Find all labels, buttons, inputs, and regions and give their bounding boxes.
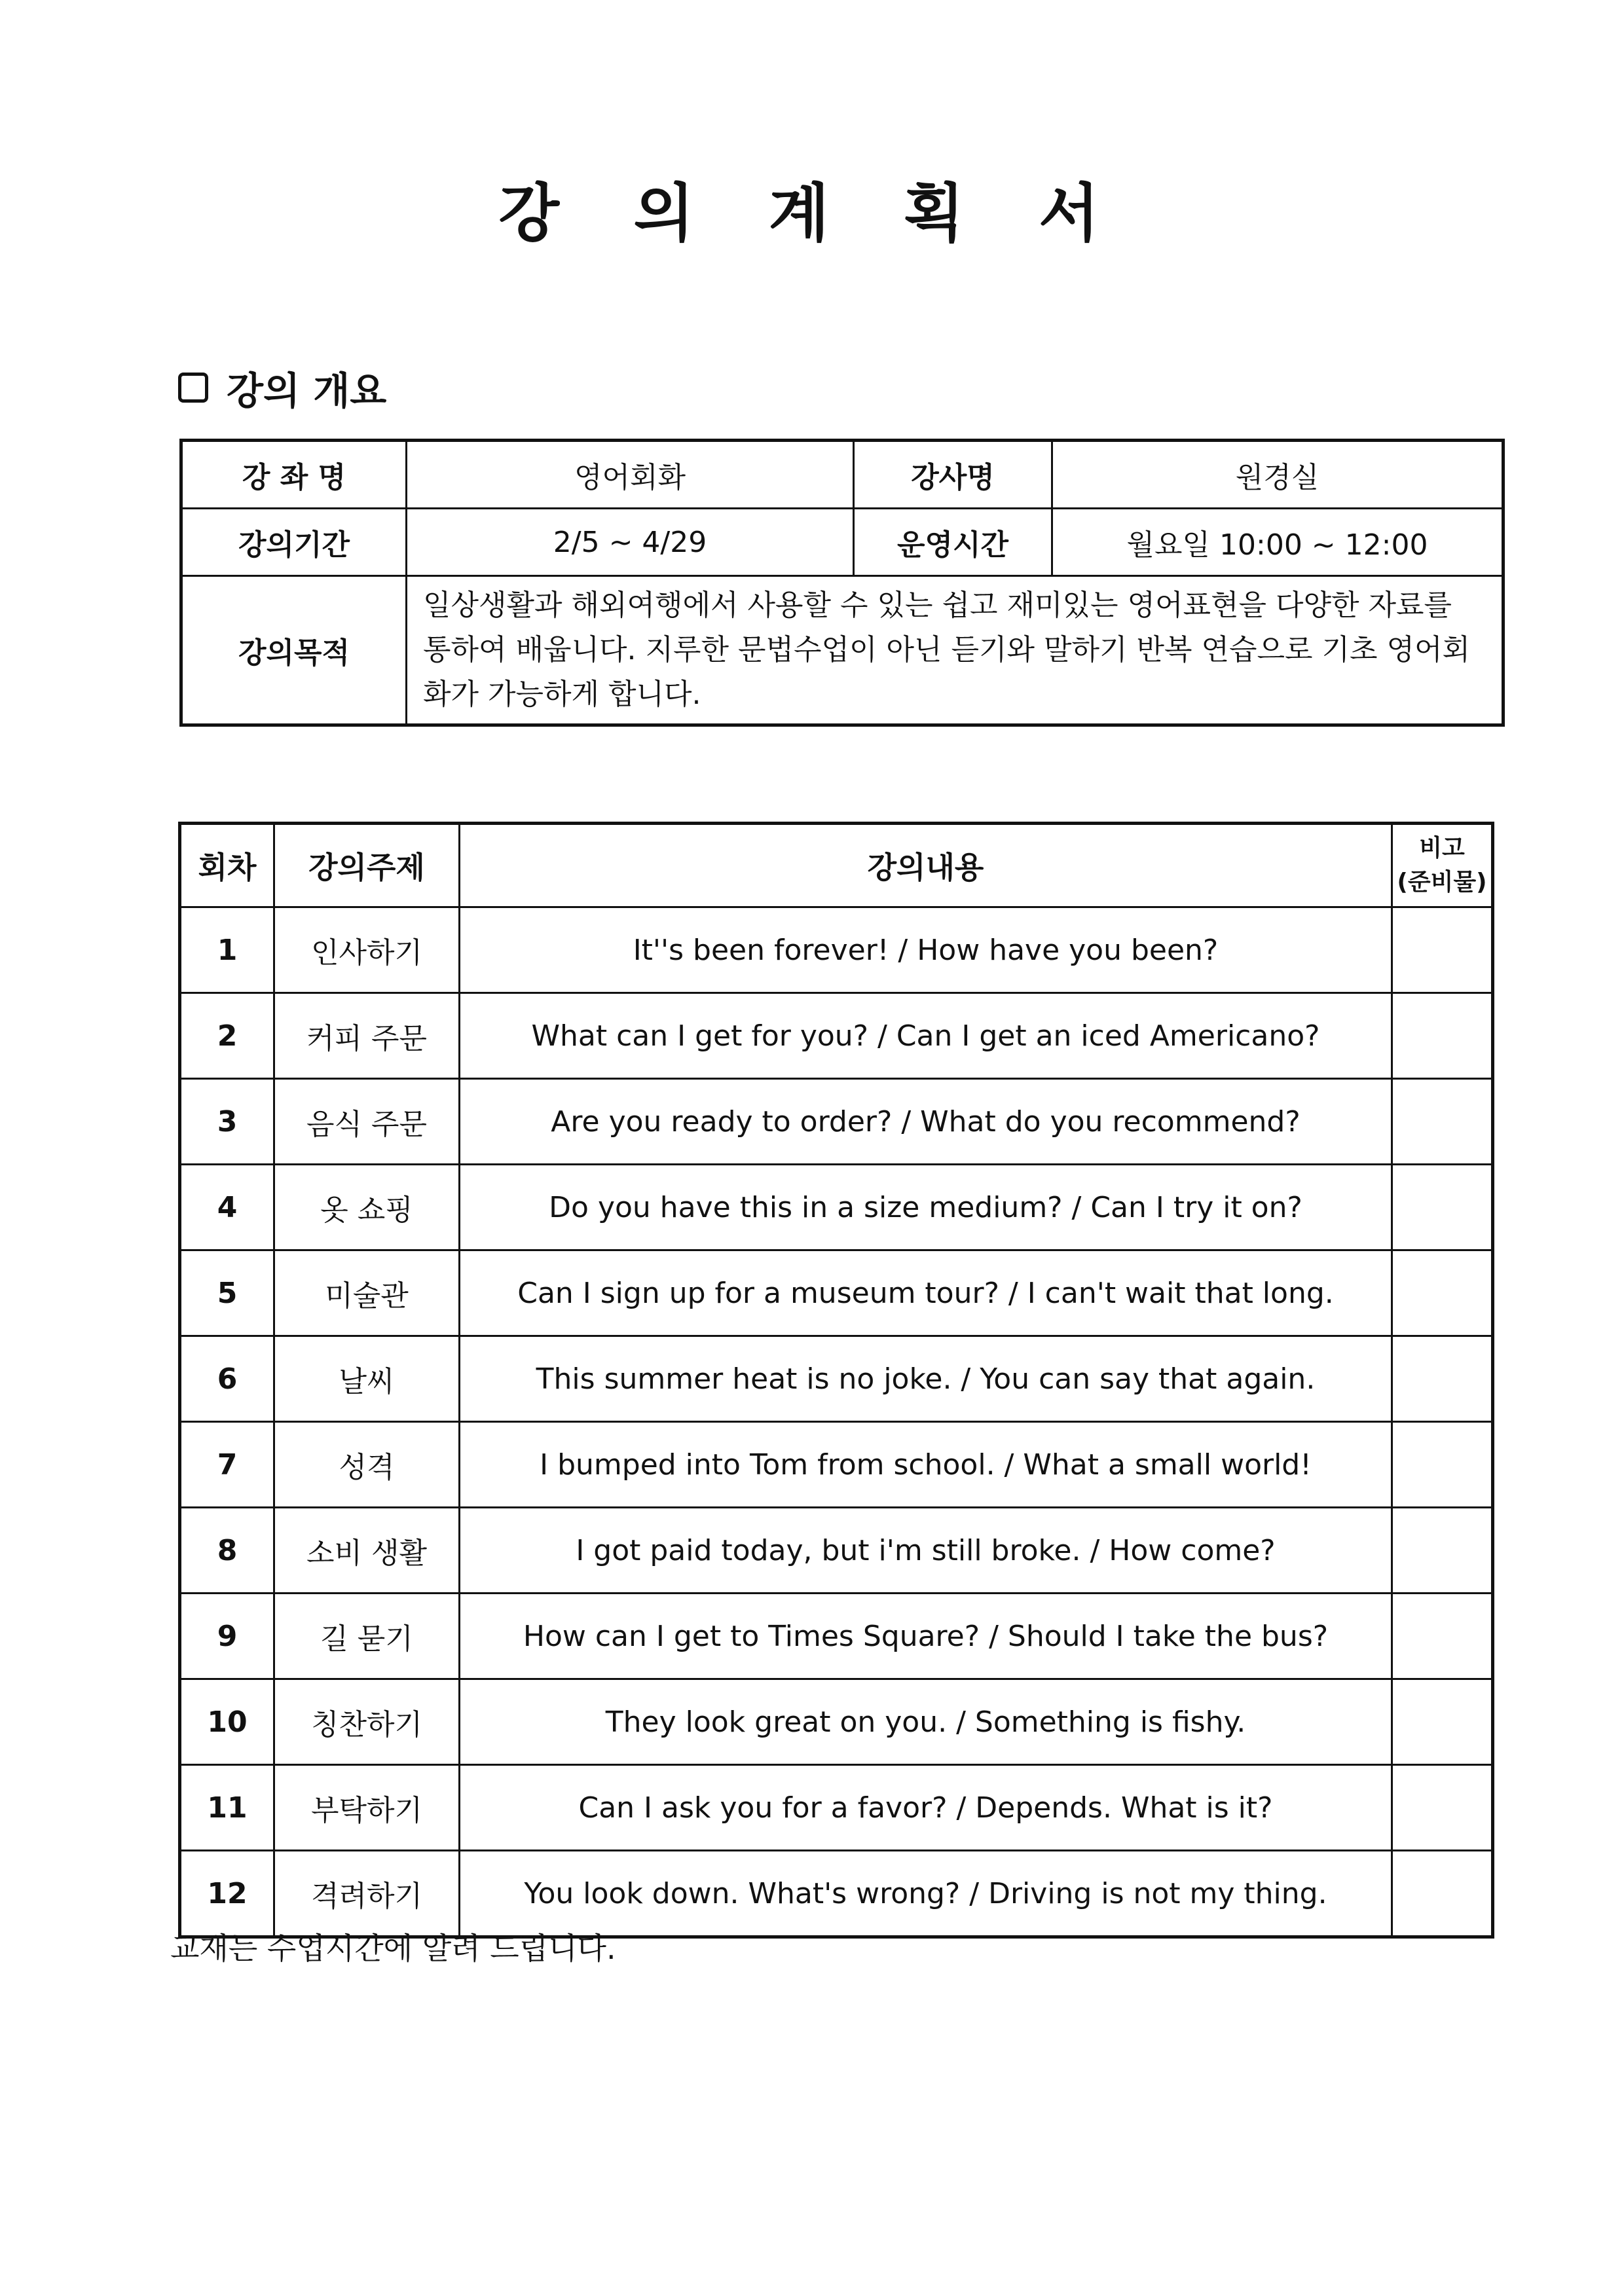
note-cell: [1392, 1679, 1493, 1765]
content-cell: It''s been forever! / How have you been?: [460, 907, 1392, 993]
content-cell: I got paid today, but i'm still broke. / How come?: [460, 1508, 1392, 1594]
session-number: 12: [180, 1851, 274, 1937]
topic-cell: 커피 주문: [274, 993, 460, 1079]
table-row: [180, 1165, 1493, 1250]
content-cell: Are you ready to order? / What do you recommend?: [460, 1079, 1392, 1165]
note-cell: [1392, 1765, 1493, 1851]
note-cell: [1392, 1336, 1493, 1422]
note-cell: [1392, 907, 1493, 993]
topic-header: 강의주제: [274, 824, 460, 907]
session-number: 8: [180, 1508, 274, 1594]
note-cell: [1392, 993, 1493, 1079]
course-label: 강 좌 명: [181, 441, 407, 509]
session-number: 1: [180, 907, 274, 993]
table-row: [180, 1422, 1493, 1508]
content-header: 강의내용: [460, 824, 1392, 907]
topic-cell: 칭찬하기: [274, 1679, 460, 1765]
topic-cell: 미술관: [274, 1250, 460, 1336]
schedule-header-row: [180, 824, 1493, 907]
period-value: 2/5 ~ 4/29: [407, 509, 854, 576]
session-number: 10: [180, 1679, 274, 1765]
content-cell: They look great on you. / Something is fishy.: [460, 1679, 1392, 1765]
content-cell: Can I sign up for a museum tour? / I can't wait that long.: [460, 1250, 1392, 1336]
course-value: 영어회화: [407, 441, 854, 509]
table-row: [180, 1336, 1493, 1422]
instructor-label: 강사명: [854, 441, 1052, 509]
content-cell: This summer heat is no joke. / You can say that again.: [460, 1336, 1392, 1422]
content-cell: Do you have this in a size medium? / Can I try it on?: [460, 1165, 1392, 1250]
checkbox-icon: [178, 373, 208, 403]
note-cell: [1392, 1508, 1493, 1594]
session-header: 회차: [180, 824, 274, 907]
topic-cell: 소비 생활: [274, 1508, 460, 1594]
note-cell: [1392, 1079, 1493, 1165]
period-label: 강의기간: [181, 509, 407, 576]
session-number: 4: [180, 1165, 274, 1250]
content-cell: Can I ask you for a favor? / Depends. What is it?: [460, 1765, 1392, 1851]
note-header: [1392, 824, 1493, 907]
topic-cell: 날씨: [274, 1336, 460, 1422]
session-number: 11: [180, 1765, 274, 1851]
content-cell: What can I get for you? / Can I get an iced Americano?: [460, 993, 1392, 1079]
content-cell: How can I get to Times Square? / Should I take the bus?: [460, 1594, 1392, 1679]
table-row: [180, 993, 1493, 1079]
note-cell: [1392, 1165, 1493, 1250]
schedule-body: [180, 907, 1493, 1937]
overview-row: [181, 576, 1504, 725]
topic-cell: 길 묻기: [274, 1594, 460, 1679]
session-number: 3: [180, 1079, 274, 1165]
topic-cell: 부탁하기: [274, 1765, 460, 1851]
session-number: 7: [180, 1422, 274, 1508]
note-cell: [1392, 1851, 1493, 1937]
overview-row: [181, 509, 1504, 576]
schedule-table: [178, 822, 1494, 1939]
note-header-line2: (준비물): [1397, 869, 1487, 896]
session-number: 5: [180, 1250, 274, 1336]
session-number: 9: [180, 1594, 274, 1679]
purpose-value: 일상생활과 해외여행에서 사용할 수 있는 쉽고 재미있는 영어표현을 다양한 자료를 통하여 배웁니다. 지루한 문법수업이 아닌 듣기와 말하기 반복 연습으로 기초 영어회화가 가능하게 합니다.: [407, 576, 1504, 725]
table-row: [180, 1250, 1493, 1336]
footer-note: 교재는 수업시간에 알려 드립니다.: [170, 1931, 616, 1966]
table-row: [180, 1079, 1493, 1165]
topic-cell: 음식 주문: [274, 1079, 460, 1165]
overview-row: [181, 441, 1504, 509]
overview-heading: [178, 360, 386, 415]
table-row: [180, 907, 1493, 993]
note-header-line1: 비고: [1419, 835, 1465, 862]
instructor-value: 원경실: [1052, 441, 1504, 509]
note-cell: [1392, 1422, 1493, 1508]
purpose-label: 강의목적: [181, 576, 407, 725]
table-row: [180, 1765, 1493, 1851]
content-cell: You look down. What's wrong? / Driving is not my thing.: [460, 1851, 1392, 1937]
note-cell: [1392, 1594, 1493, 1679]
session-number: 6: [180, 1336, 274, 1422]
topic-cell: 격려하기: [274, 1851, 460, 1937]
table-row: [180, 1851, 1493, 1937]
table-row: [180, 1508, 1493, 1594]
topic-cell: 성격: [274, 1422, 460, 1508]
table-row: [180, 1594, 1493, 1679]
time-value: 월요일 10:00 ~ 12:00: [1052, 509, 1504, 576]
overview-heading-text: 강의 개요: [227, 369, 387, 413]
document-title: 강 의 계 획 서: [498, 177, 1126, 250]
note-cell: [1392, 1250, 1493, 1336]
topic-cell: 인사하기: [274, 907, 460, 993]
session-number: 2: [180, 993, 274, 1079]
content-cell: I bumped into Tom from school. / What a small world!: [460, 1422, 1392, 1508]
table-row: [180, 1679, 1493, 1765]
time-label: 운영시간: [854, 509, 1052, 576]
overview-table: [179, 439, 1505, 727]
topic-cell: 옷 쇼핑: [274, 1165, 460, 1250]
